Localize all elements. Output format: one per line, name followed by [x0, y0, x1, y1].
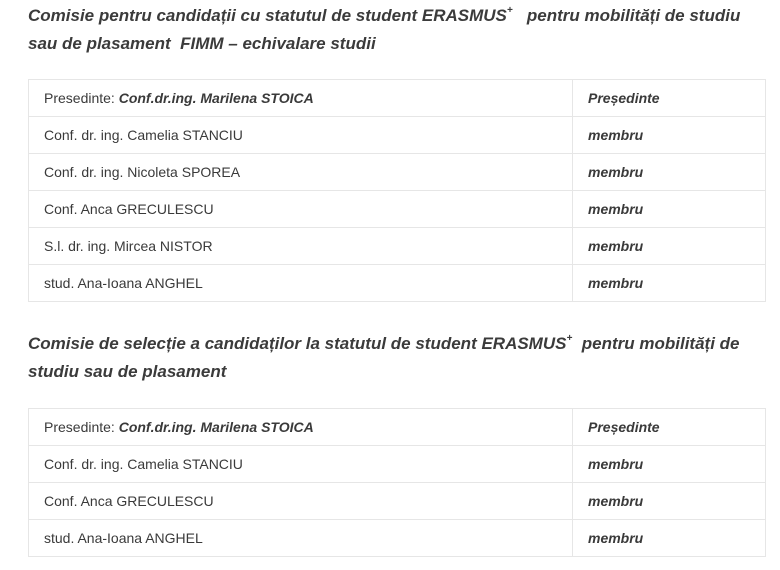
- section1-heading: [28, 2, 768, 58]
- member-name: stud. Ana-Ioana ANGHEL: [29, 265, 573, 302]
- president-prefix: Presedinte:: [44, 419, 119, 435]
- section1-table: [28, 79, 766, 302]
- member-role: membru: [573, 265, 766, 302]
- section2-heading-plus: +: [566, 333, 573, 345]
- member-name: stud. Ana-Ioana ANGHEL: [29, 520, 573, 557]
- member-role: membru: [573, 117, 766, 154]
- member-name: S.l. dr. ing. Mircea NISTOR: [29, 228, 573, 265]
- section2-heading-text: Comisie de selecție a candidaților la statutul de student ERASMUS: [28, 334, 567, 353]
- table-row-president: [29, 409, 766, 446]
- member-role: membru: [573, 446, 766, 483]
- table-row: [29, 191, 766, 228]
- member-name: Conf. Anca GRECULESCU: [29, 191, 573, 228]
- president-role: Președinte: [573, 409, 766, 446]
- section1-heading-text: Comisie pentru candidații cu statutul de student ERASMUS: [28, 6, 507, 25]
- table-row: [29, 446, 766, 483]
- table-row: [29, 117, 766, 154]
- president-role: Președinte: [573, 80, 766, 117]
- section2-heading-text-end: pentru mobilități de studiu sau de plasament: [28, 334, 745, 381]
- section1-heading-text-end: pentru mobilități de studiu sau de plasament FIMM – echivalare studii: [28, 6, 746, 53]
- section2-table: [28, 408, 766, 557]
- table-row-president: [29, 80, 766, 117]
- section1-heading-plus: +: [506, 5, 513, 17]
- table-row: [29, 265, 766, 302]
- table-row: [29, 483, 766, 520]
- member-name: Conf. Anca GRECULESCU: [29, 483, 573, 520]
- table-row: [29, 154, 766, 191]
- member-name: Conf. dr. ing. Camelia STANCIU: [29, 117, 573, 154]
- member-role: membru: [573, 191, 766, 228]
- table-row: [29, 228, 766, 265]
- member-role: membru: [573, 154, 766, 191]
- president-prefix: Presedinte:: [44, 90, 119, 106]
- member-name: Conf. dr. ing. Camelia STANCIU: [29, 446, 573, 483]
- table-row: [29, 520, 766, 557]
- president-name: Conf.dr.ing. Marilena STOICA: [118, 419, 314, 435]
- member-role: membru: [573, 483, 766, 520]
- member-role: membru: [573, 228, 766, 265]
- section2-heading: [28, 330, 768, 386]
- president-cell: [29, 409, 573, 446]
- president-name: Conf.dr.ing. Marilena STOICA: [118, 90, 314, 106]
- president-cell: [29, 80, 573, 117]
- member-role: membru: [573, 520, 766, 557]
- member-name: Conf. dr. ing. Nicoleta SPOREA: [29, 154, 573, 191]
